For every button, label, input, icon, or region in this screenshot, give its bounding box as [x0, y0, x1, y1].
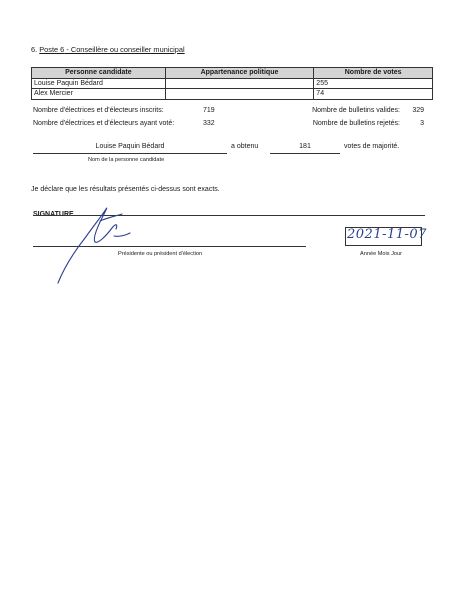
- stat-valides-value: 329: [412, 107, 424, 114]
- section-title: - Conseillère ou conseiller municipal: [64, 45, 185, 54]
- majority-suffix: votes de majorité.: [344, 143, 400, 150]
- stat-inscrits-value: 719: [203, 107, 215, 114]
- candidate-name: Louise Paquin Bédard: [32, 78, 166, 89]
- candidate-name-caption: Nom de la personne candidate: [88, 157, 165, 163]
- candidate-votes: 74: [314, 89, 433, 100]
- stat-valides-label: Nombre de bulletins valides:: [312, 107, 400, 114]
- section-number: 6.: [31, 45, 38, 54]
- stat-ayant-vote-label: Nombre d'électrices et d'électeurs ayant voté:: [33, 120, 175, 127]
- majority-winner-name: Louise Paquin Bédard: [95, 143, 165, 150]
- signature-heading: SIGNATURE: [33, 211, 74, 218]
- stat-inscrits-label: Nombre d'électrices et d'électeurs inscrits:: [33, 107, 164, 114]
- signature-caption: Présidente ou président d'élection: [118, 251, 203, 257]
- header-votes: Nombre de votes: [314, 68, 433, 79]
- date-caption: Année Mois Jour: [360, 251, 402, 257]
- declaration-text: Je déclare que les résultats présentés ci-dessus sont exacts.: [31, 186, 220, 193]
- date-handwritten: 2021-11-07: [347, 227, 427, 242]
- candidate-name: Alex Mercier: [32, 89, 166, 100]
- majority-obtained-label: a obtenu: [231, 143, 259, 150]
- header-party: Appartenance politique: [165, 68, 314, 79]
- header-candidate: Personne candidate: [32, 68, 166, 79]
- section-poste: Poste 6: [39, 45, 65, 54]
- candidate-votes: 255: [314, 78, 433, 89]
- stat-rejetes-label: Nombre de bulletins rejetés:: [312, 120, 400, 127]
- stat-ayant-vote-value: 332: [203, 120, 215, 127]
- majority-votes-value: 181: [299, 143, 311, 150]
- stat-rejetes-value: 3: [420, 120, 424, 127]
